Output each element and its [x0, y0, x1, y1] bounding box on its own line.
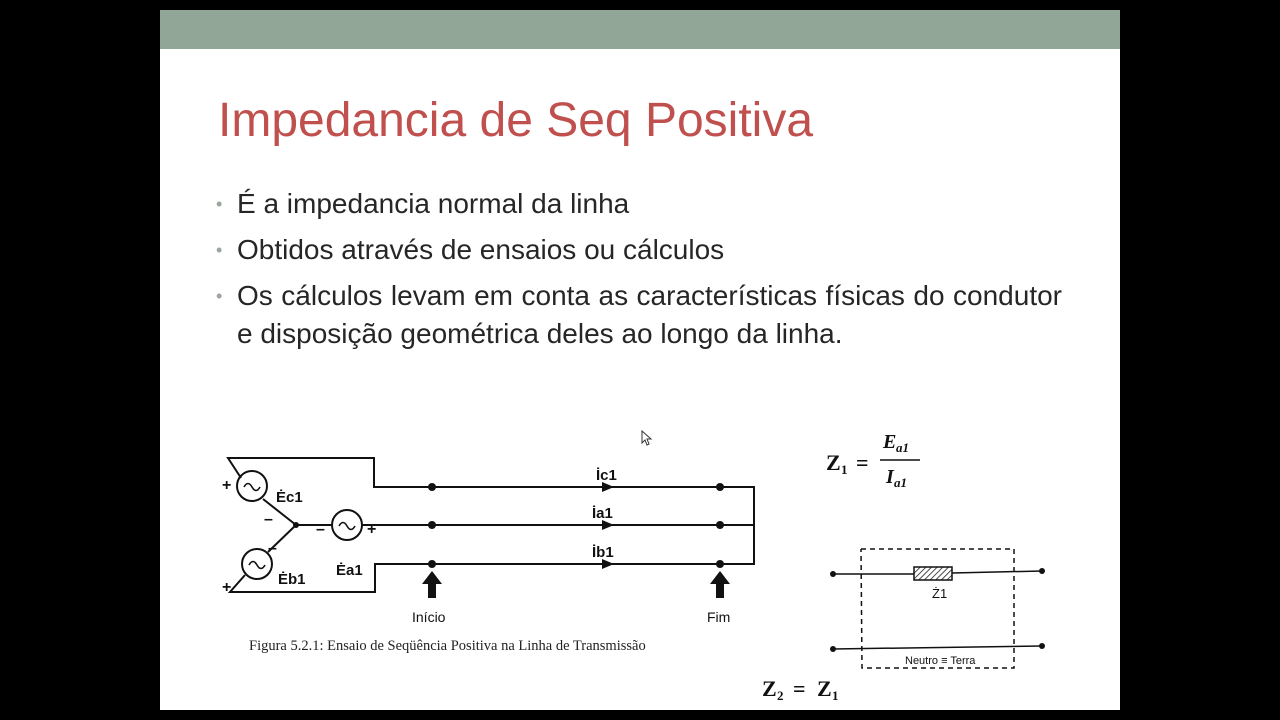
svg-text:2: 2: [777, 688, 784, 703]
impedance-z1-label: Ż1: [932, 586, 948, 601]
impedance-z1-symbol: [914, 567, 952, 580]
svg-text:a1: a1: [896, 440, 909, 455]
svg-text:–: –: [268, 540, 277, 557]
z2-equals-z1-equation: [760, 672, 860, 704]
bullet-item: [216, 185, 1062, 223]
svg-text:Z: Z: [826, 450, 841, 475]
bullet-item: [216, 231, 1062, 269]
sine-wave-icon: [249, 562, 265, 569]
end-label: Fim: [707, 609, 731, 625]
source-c-label: Ėc1: [276, 489, 303, 506]
current-a-label: İa1: [592, 505, 613, 522]
bullet-marker: •: [216, 194, 223, 214]
svg-text:a1: a1: [894, 475, 907, 490]
figure-caption: Figura 5.2.1: Ensaio de Seqüência Positiva na Linha de Transmissão: [249, 638, 646, 654]
bullet-text: É a impedancia normal da linha: [237, 188, 630, 219]
slide: [160, 10, 1120, 710]
svg-text:+: +: [367, 521, 377, 538]
current-c-label: İc1: [596, 467, 617, 484]
current-b-label: İb1: [592, 544, 614, 561]
svg-text:+: +: [222, 477, 232, 494]
sine-wave-icon: [244, 484, 260, 491]
bullet-marker: •: [216, 240, 223, 260]
mouse-pointer-icon: [641, 430, 653, 446]
positive-sequence-test-diagram: [220, 450, 760, 625]
svg-text:1: 1: [832, 688, 839, 703]
source-a-label: Ėa1: [336, 562, 363, 579]
start-label: Início: [412, 609, 446, 625]
z1-equivalent-diagram: [824, 544, 1064, 679]
sine-wave-icon: [339, 523, 355, 530]
svg-text:–: –: [316, 521, 325, 538]
svg-text:E: E: [883, 431, 897, 453]
svg-text:=: =: [856, 450, 869, 475]
z1-definition-equation: [820, 428, 930, 498]
svg-text:–: –: [264, 511, 273, 528]
svg-text:+: +: [222, 579, 232, 596]
end-arrow-icon: [710, 571, 730, 598]
bullet-text: Os cálculos levam em conta as características físicas do condutor e disposição geométrica deles ao longo da linha.: [237, 280, 1062, 349]
bullet-item: [216, 277, 1062, 353]
svg-text:Z: Z: [817, 676, 832, 701]
bullet-marker: •: [216, 286, 223, 306]
slide-top-bar: [160, 10, 1120, 49]
source-b-label: Ėb1: [278, 571, 306, 588]
bullet-text: Obtidos através de ensaios ou cálculos: [237, 234, 725, 265]
svg-text:=: =: [793, 676, 806, 701]
neutral-ground-label: Neutro ≡ Terra: [905, 655, 976, 667]
svg-text:1: 1: [841, 462, 848, 477]
start-arrow-icon: [422, 571, 442, 598]
slide-title: Impedancia de Seq Positiva: [218, 94, 814, 147]
svg-text:Z: Z: [762, 676, 777, 701]
svg-text:I: I: [886, 466, 894, 488]
